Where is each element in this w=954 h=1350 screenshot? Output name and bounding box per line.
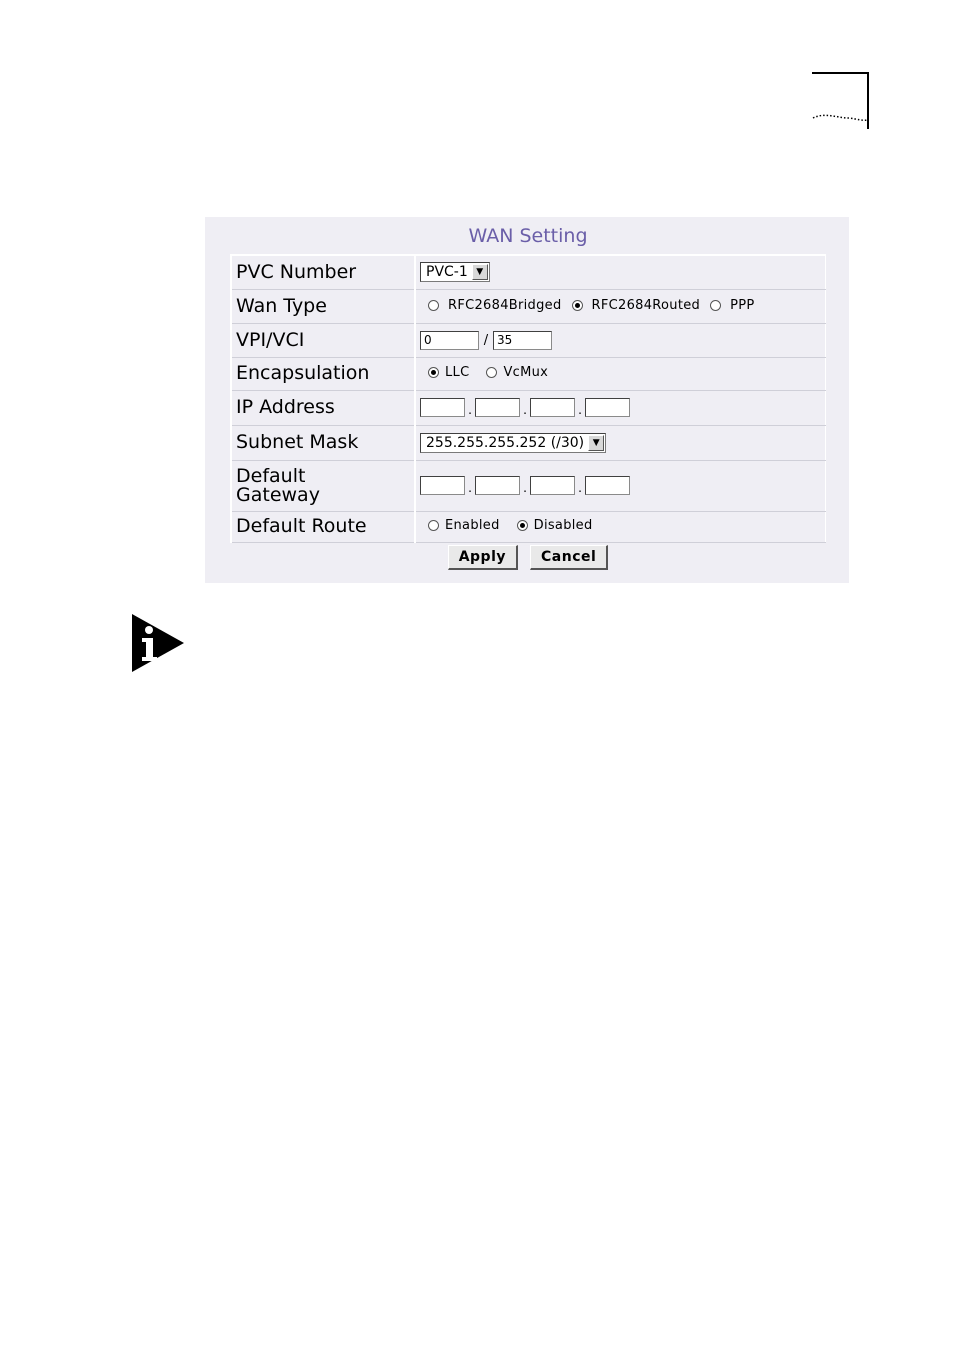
wan-type-radio-bridged[interactable]: [428, 300, 439, 311]
default-route-radio-enabled[interactable]: [428, 520, 439, 531]
subnet-mask-select[interactable]: [420, 433, 606, 453]
page-corner-icon: [811, 72, 869, 130]
encapsulation-option-label: LLC: [445, 365, 470, 380]
gateway-octet-1-input[interactable]: [420, 476, 465, 495]
row-subnet-mask: [231, 425, 826, 460]
wan-type-radio-routed[interactable]: [572, 300, 583, 311]
gateway-octet-3-input[interactable]: [530, 476, 575, 495]
row-default-route: [231, 511, 826, 542]
default-gateway-label-line1: Default: [236, 464, 306, 487]
ip-address-label: IP Address: [231, 390, 415, 425]
row-vpi-vci: [231, 323, 826, 357]
wan-type-label: Wan Type: [231, 289, 415, 323]
encapsulation-radio-llc[interactable]: [428, 367, 439, 378]
default-gateway-label: [231, 460, 415, 511]
row-ip-address: IP Address . . .: [231, 390, 826, 425]
default-route-radio-group: [428, 518, 603, 533]
wan-type-radio-group: [428, 298, 765, 313]
default-route-radio-disabled[interactable]: [517, 520, 528, 531]
default-route-option-label: Enabled: [445, 518, 500, 533]
ip-octet-2-input[interactable]: [475, 398, 520, 417]
pvc-number-select[interactable]: [420, 262, 490, 282]
subnet-mask-label: Subnet Mask: [231, 425, 415, 460]
wan-type-option-label: RFC2684Bridged: [448, 297, 562, 313]
wan-setting-panel: [205, 217, 849, 583]
vpi-vci-label: VPI/VCI: [231, 323, 415, 357]
row-wan-type: [231, 289, 826, 323]
wan-settings-form: [230, 254, 826, 543]
wan-type-radio-ppp[interactable]: [710, 300, 721, 311]
button-row: [205, 545, 851, 570]
wan-type-option-label: PPP: [730, 297, 755, 313]
wan-type-option-label: RFC2684Routed: [591, 297, 701, 313]
row-pvc-number: [231, 255, 826, 289]
encapsulation-radio-vcmux[interactable]: [486, 367, 497, 378]
chevron-down-icon[interactable]: ▼: [472, 264, 488, 280]
encapsulation-radio-group: [428, 365, 558, 380]
row-encapsulation: [231, 357, 826, 390]
vpi-vci-separator: /: [483, 332, 489, 348]
ip-octet-1-input[interactable]: [420, 398, 465, 417]
info-arrow-icon: [131, 613, 185, 673]
pvc-number-value: PVC-1: [426, 264, 468, 281]
subnet-mask-value: 255.255.255.252 (/30): [426, 434, 585, 451]
ip-octet-4-input[interactable]: [585, 398, 630, 417]
encapsulation-label: Encapsulation: [231, 357, 415, 390]
cancel-button[interactable]: Cancel: [530, 545, 608, 570]
vpi-input[interactable]: 0: [420, 331, 479, 350]
ip-octet-3-input[interactable]: [530, 398, 575, 417]
default-route-label: Default Route: [231, 511, 415, 542]
panel-title: WAN Setting: [468, 225, 588, 247]
row-default-gateway: Default Gateway . . .: [231, 460, 826, 511]
vci-input[interactable]: 35: [493, 331, 552, 350]
gateway-octet-4-input[interactable]: [585, 476, 630, 495]
default-gateway-label-line2: Gateway: [236, 483, 320, 506]
gateway-octet-2-input[interactable]: [475, 476, 520, 495]
apply-button[interactable]: Apply: [448, 545, 518, 570]
default-route-option-label: Disabled: [533, 518, 593, 533]
encapsulation-option-label: VcMux: [503, 365, 549, 380]
chevron-down-icon[interactable]: ▼: [588, 435, 604, 451]
pvc-number-label: PVC Number: [231, 255, 415, 289]
